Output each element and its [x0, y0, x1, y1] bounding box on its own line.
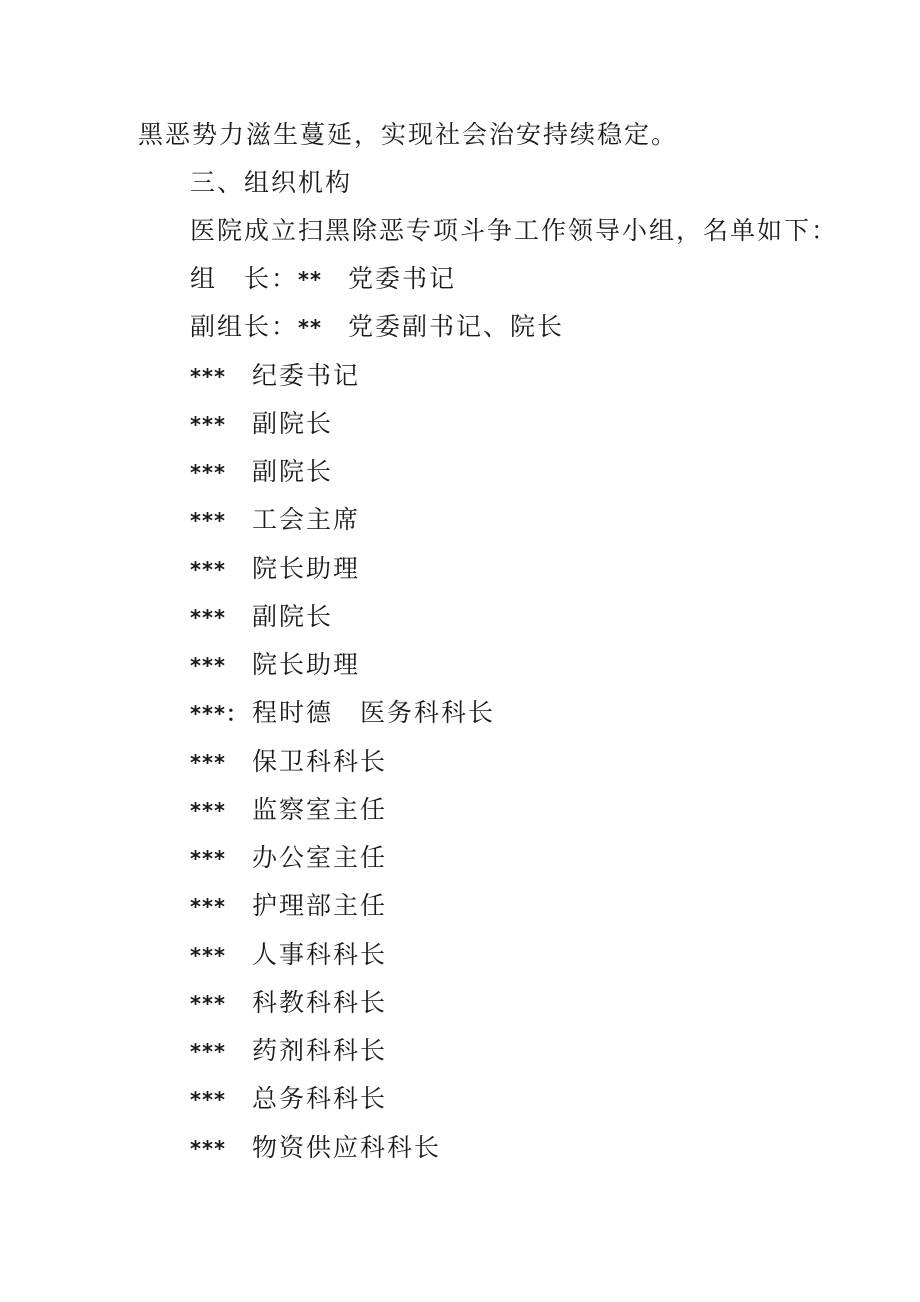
- member-row: [190, 795, 387, 825]
- member-name: ***: [190, 461, 226, 485]
- member-name: ***: [190, 799, 226, 823]
- member-title: 保卫科科长: [252, 747, 388, 776]
- member-row: [190, 1084, 387, 1114]
- intro-paragraph: 医院成立扫黑除恶专项斗争工作领导小组，名单如下：: [190, 216, 839, 245]
- member-name: ***: [190, 606, 226, 630]
- member-name: ***: [190, 509, 226, 533]
- member-name: ***: [190, 992, 226, 1016]
- member-row: [190, 505, 360, 535]
- member-title: 副院长: [252, 409, 334, 438]
- member-row: [190, 457, 333, 487]
- section-heading: 三、组织机构: [190, 168, 353, 197]
- member-row: [190, 698, 495, 728]
- deputy-leader-name: **: [298, 316, 322, 340]
- member-row: [190, 361, 360, 391]
- member-row: [190, 988, 387, 1018]
- member-name: ***: [190, 895, 226, 919]
- member-title: 药剂科科长: [252, 1036, 388, 1065]
- member-title: 监察室主任: [252, 795, 388, 824]
- member-name: ***: [190, 944, 226, 968]
- leader-name: **: [298, 268, 322, 292]
- member-row: [190, 554, 360, 584]
- member-title: 办公室主任: [252, 843, 388, 872]
- member-name: ***: [190, 413, 226, 437]
- member-title: 院长助理: [252, 650, 361, 679]
- member-title: 副院长: [252, 457, 334, 486]
- member-title: 纪委书记: [252, 361, 361, 390]
- leader-row: [190, 264, 456, 294]
- continuation-text: 黑恶势力滋生蔓延，实现社会治安持续稳定。: [138, 120, 679, 149]
- member-name: ***: [190, 365, 226, 389]
- member-row: [190, 747, 387, 777]
- member-row: [190, 843, 387, 873]
- member-name: ***: [190, 1137, 226, 1161]
- member-title: 院长助理: [252, 554, 361, 583]
- member-title: 科教科科长: [252, 988, 388, 1017]
- member-row: [190, 1036, 387, 1066]
- leader-title: 党委书记: [347, 264, 456, 293]
- deputy-leader-label: 副组长：: [190, 312, 299, 341]
- member-title: 人事科科长: [252, 940, 388, 969]
- member-name: ***: [190, 558, 226, 582]
- deputy-leader-title: 党委副书记、院长: [347, 312, 564, 341]
- member-name: ***: [190, 654, 226, 678]
- member-name: ***: [190, 1040, 226, 1064]
- member-title: 副院长: [252, 602, 334, 631]
- deputy-leader-row: [190, 312, 564, 342]
- member-row: [190, 409, 333, 439]
- member-title: 程时德 医务科科长: [252, 698, 496, 727]
- member-row: [190, 602, 333, 632]
- member-row: [190, 940, 387, 970]
- member-row: [190, 891, 387, 921]
- member-title: 护理部主任: [252, 891, 388, 920]
- member-title: 总务科科长: [252, 1084, 388, 1113]
- leader-label: 组 长：: [190, 264, 299, 293]
- member-row: [190, 650, 360, 680]
- member-row: [190, 1133, 441, 1163]
- member-name: ***: [190, 1088, 226, 1112]
- member-title: 工会主席: [252, 505, 361, 534]
- member-name: ***: [190, 847, 226, 871]
- member-title: 物资供应科科长: [252, 1133, 442, 1162]
- member-name: ***：: [190, 702, 248, 726]
- member-name: ***: [190, 751, 226, 775]
